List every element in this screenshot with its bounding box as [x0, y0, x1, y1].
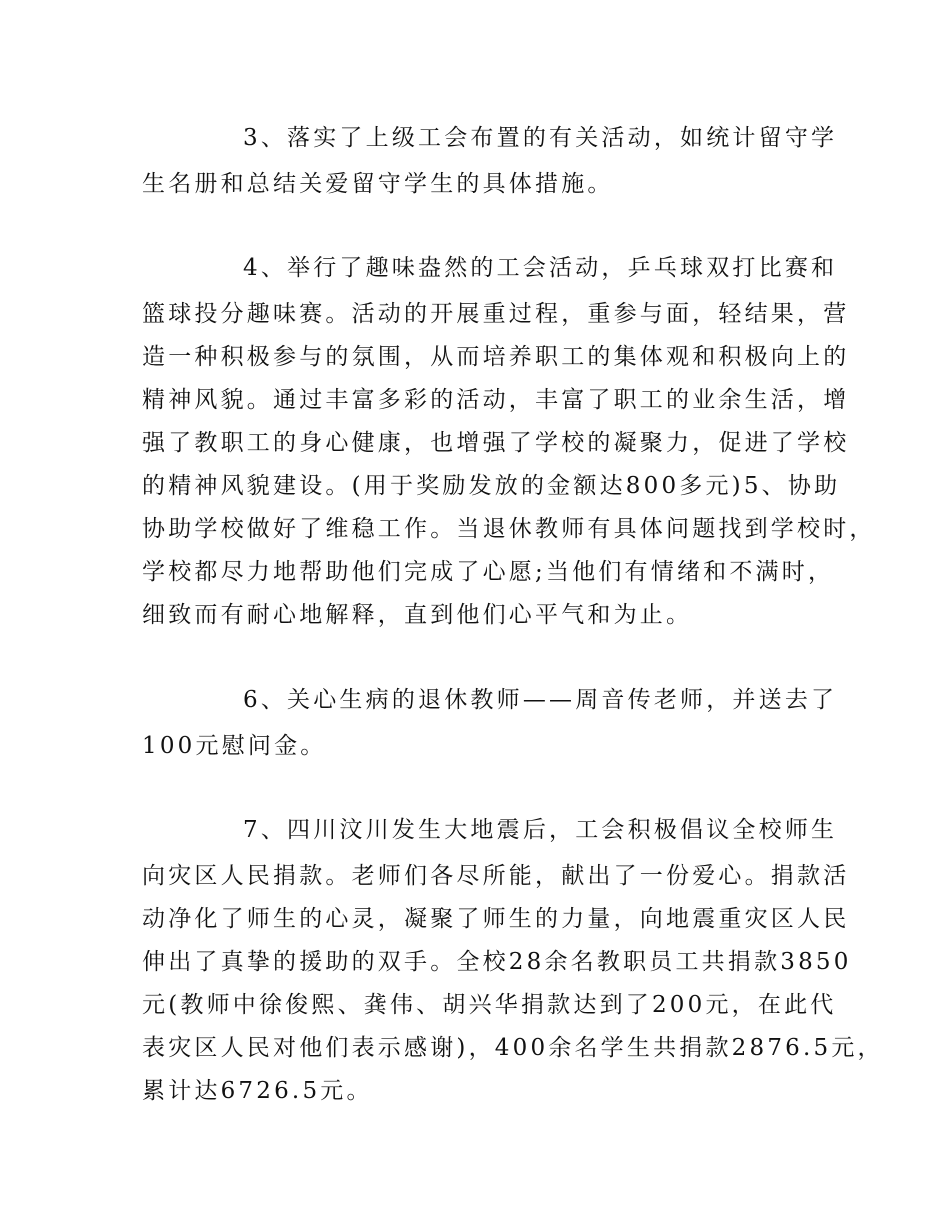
- paragraph-3-line-1: 6、关心生病的退休教师——周音传老师，并送去了: [243, 687, 838, 713]
- paragraph-3-line-2: 100元慰问金。: [142, 733, 327, 759]
- paragraph-2-line-9: 细致而有耐心地解释，直到他们心平气和为止。: [142, 602, 693, 628]
- paragraph-1-line-1: 3、落实了上级工会布置的有关活动，如统计留守学: [243, 125, 838, 151]
- paragraph-2-line-4: 精神风貌。通过丰富多彩的活动，丰富了职工的业余生活，增: [142, 387, 850, 413]
- paragraph-4-line-7: 累计达6726.5元。: [142, 1078, 373, 1104]
- paragraph-2-line-6: 的精神风貌建设。(用于奖励发放的金额达800多元)5、协助: [142, 473, 841, 499]
- paragraph-4-line-4: 伸出了真挚的援助的双手。全校28余名教职员工共捐款3850: [142, 949, 852, 975]
- paragraph-2-line-8: 学校都尽力地帮助他们完成了心愿;当他们有情绪和不满时，: [142, 559, 835, 585]
- paragraph-4-line-3: 动净化了师生的心灵，凝聚了师生的力量，向地震重灾区人民: [142, 906, 850, 932]
- paragraph-1-line-2: 生名册和总结关爱留守学生的具体措施。: [142, 171, 614, 197]
- paragraph-2-line-3: 造一种积极参与的氛围，从而培养职工的集体观和积极向上的: [142, 344, 850, 370]
- paragraph-2-line-2: 篮球投分趣味赛。活动的开展重过程，重参与面，轻结果，营: [142, 301, 850, 327]
- paragraph-4-line-6: 表灾区人民对他们表示感谢)，400余名学生共捐款2876.5元，: [142, 1035, 884, 1061]
- paragraph-4-line-2: 向灾区人民捐款。老师们各尽所能，献出了一份爱心。捐款活: [142, 863, 850, 889]
- paragraph-4-line-5: 元(教师中徐俊熙、龚伟、胡兴华捐款达到了200元，在此代: [142, 992, 837, 1018]
- paragraph-2-line-1: 4、举行了趣味盎然的工会活动，乒乓球双打比赛和: [243, 255, 838, 281]
- paragraph-2-line-7: 协助学校做好了维稳工作。当退休教师有具体问题找到学校时，: [142, 516, 876, 542]
- paragraph-4-line-1: 7、四川汶川发生大地震后，工会积极倡议全校师生: [243, 817, 838, 843]
- paragraph-2-line-5: 强了教职工的身心健康，也增强了学校的凝聚力，促进了学校: [142, 430, 850, 456]
